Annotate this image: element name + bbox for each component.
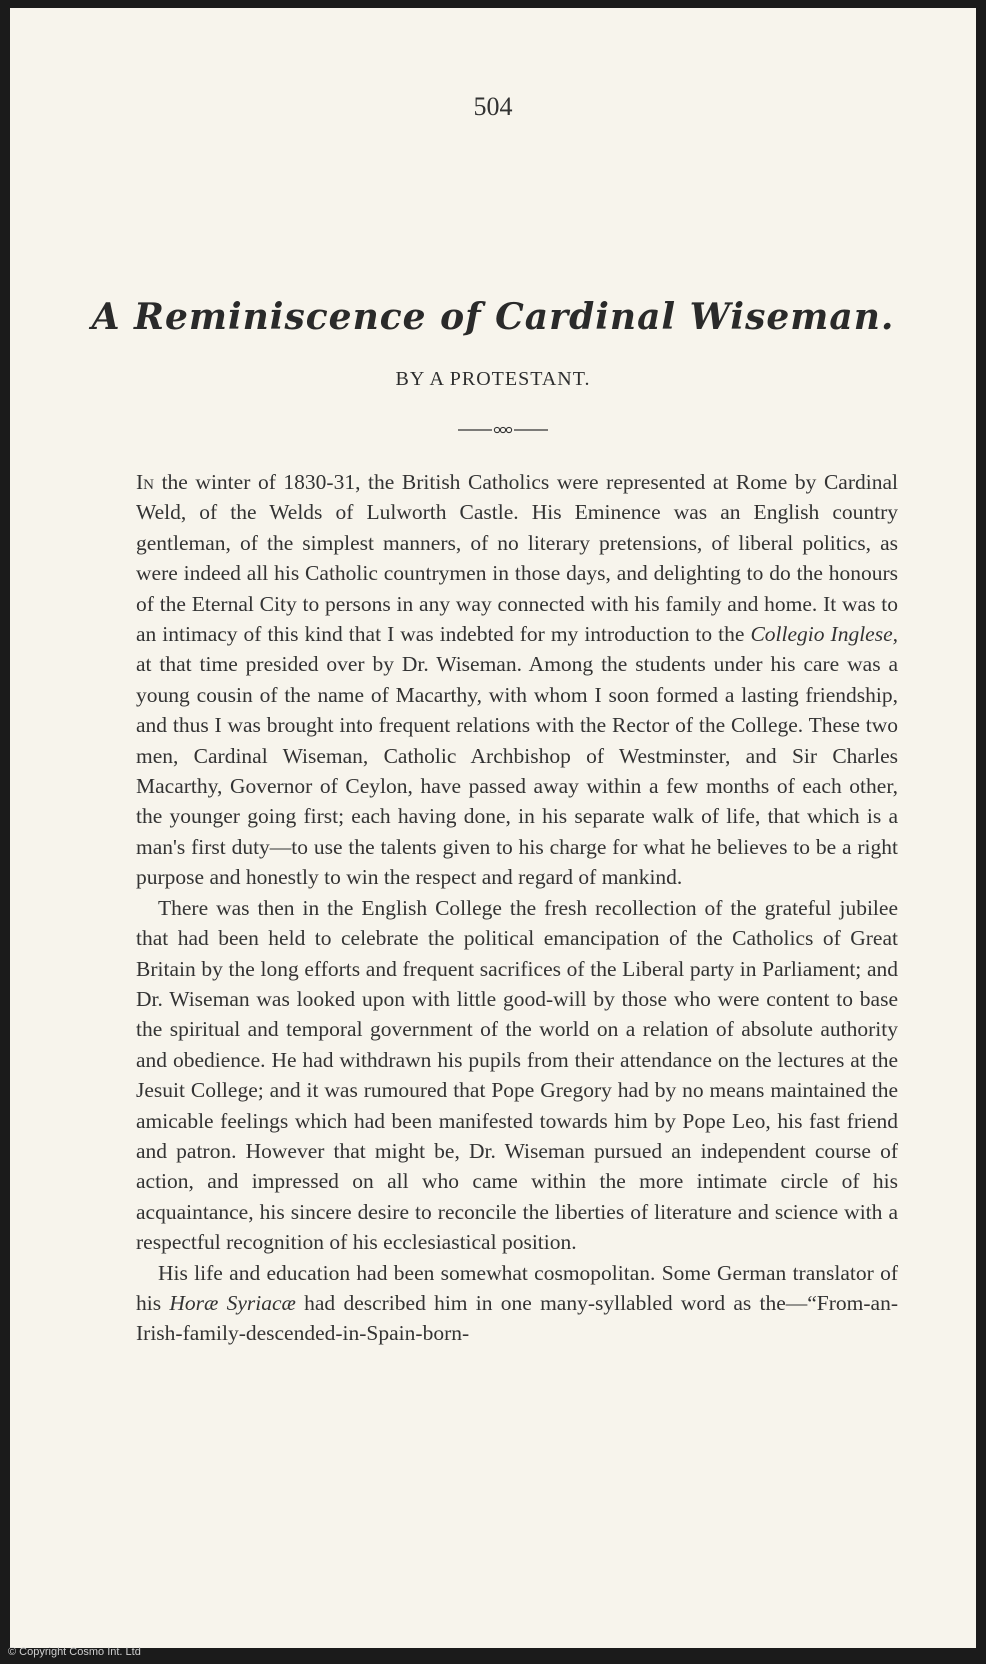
paragraph-3-text-b: had described him in one many-syllabled word as the—“From-an-Irish-family-descended-in-Spain-born- <box>136 1290 899 1346</box>
college-name-italic: Collegio Inglese, <box>750 622 899 647</box>
article-byline: BY A PROTESTANT. <box>395 368 591 390</box>
article-body <box>136 467 898 1349</box>
article-title: A Reminiscence of Cardinal Wiseman. <box>91 296 895 338</box>
book-page <box>10 8 976 1648</box>
paragraph-1-text-a: the winter of 1830-31, the British Catholics were represented at Rome by Cardinal Weld, of the Welds of Lulworth Castle. His Eminence was an English country gentleman, of the simplest manners, of no literary pretensions, of liberal politics, as were indeed all his Catholic countrymen in those days, and delighting to do the honours of the Eternal City to persons in any way connected with his family and home. It was to an intimacy of this kind that I was indebted for my introduction to the <box>136 470 898 647</box>
paragraph-3-text-a: His life and education had been somewhat cosmopolitan. Some German translator of his <box>136 1260 898 1315</box>
paragraph-2: There was then in the English College the fresh recollection of the grateful jubilee that had been held to celebrate the political emancipation of the Catholics of Great Britain by the long efforts and frequent sacrifices of the Liberal party in Parliament; and Dr. Wiseman was looked upon with little good-will by those who were content to base the spiritual and temporal government of the world on a relation of absolute authority and obedience. He had withdrawn his pupils from their attendance on the lectures at the Jesuit College; and it was rumoured that Pope Gregory had by no means maintained the amicable feelings which had been manifested towards him by Pope Leo, his fast friend and patron. However that might be, Dr. Wiseman pursued an independent course of action, and impressed on all who came within the more intimate circle of his acquaintance, his sincere desire to reconcile the liberties of literature and science with a respectful recognition of his ecclesiastical position. <box>136 895 898 1255</box>
book-title-italic: Horæ Syriacæ <box>169 1290 296 1315</box>
copyright-watermark: © Copyright Cosmo Int. Ltd <box>8 1646 141 1658</box>
ornament-divider-icon <box>458 422 548 438</box>
paragraph-1-text-b: at that time presided over by Dr. Wiseman. Among the students under his care was a young cousin of the name of Macarthy, with whom I soon formed a lasting friendship, and thus I was brought into frequent relations with the Rector of the College. These two men, Cardinal Wiseman, Catholic Archbishop of Westminster, and Sir Charles Macarthy, Governor of Ceylon, have passed away within a few months of each other, the younger going first; each having done, in his separate walk of life, that which is a man's first duty—to use the talents given to his charge for what he believes to be a right purpose and honestly to win the respect and regard of mankind. <box>136 652 898 890</box>
page-number: 504 <box>473 92 513 121</box>
paragraph-1 <box>136 467 898 893</box>
lead-word: In <box>136 470 154 494</box>
paragraph-3 <box>136 1258 898 1349</box>
